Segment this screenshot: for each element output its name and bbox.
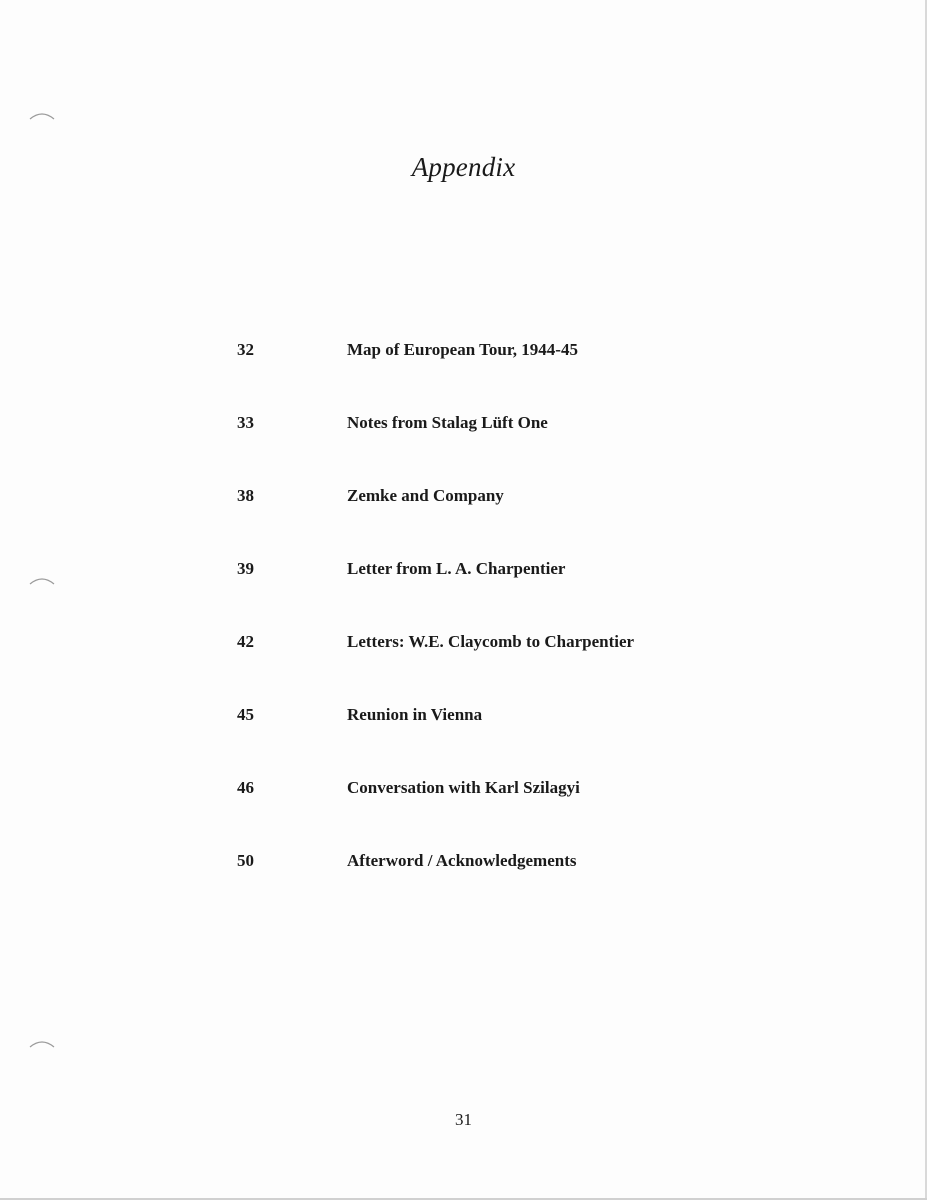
page-number: 31 <box>455 1110 472 1129</box>
punch-hole-mark <box>24 105 60 145</box>
entry-title: Afterword / Acknowledgements <box>347 851 577 870</box>
list-item <box>0 559 927 632</box>
entry-title: Map of European Tour, 1944-45 <box>347 340 578 359</box>
entry-page-number: 50 <box>237 851 254 870</box>
list-item <box>0 413 927 486</box>
list-item <box>0 778 927 851</box>
list-item <box>0 705 927 778</box>
punch-hole-mark <box>24 1033 60 1073</box>
entry-title: Letter from L. A. Charpentier <box>347 559 566 578</box>
entry-title: Reunion in Vienna <box>347 705 483 724</box>
list-item <box>0 486 927 559</box>
list-item <box>0 851 927 924</box>
entry-page-number: 45 <box>237 705 254 724</box>
entry-title: Conversation with Karl Szilagyi <box>347 778 580 797</box>
entry-page-number: 46 <box>237 778 254 797</box>
list-item <box>0 340 927 413</box>
list-item <box>0 632 927 705</box>
entry-title: Zemke and Company <box>347 486 504 505</box>
appendix-list <box>0 340 927 924</box>
entry-title: Letters: W.E. Claycomb to Charpentier <box>347 632 635 651</box>
page-title: Appendix <box>411 152 516 182</box>
entry-page-number: 32 <box>237 340 254 359</box>
entry-page-number: 38 <box>237 486 254 505</box>
entry-page-number: 39 <box>237 559 254 578</box>
entry-page-number: 33 <box>237 413 254 432</box>
entry-title: Notes from Stalag Lüft One <box>347 413 548 432</box>
entry-page-number: 42 <box>237 632 254 651</box>
